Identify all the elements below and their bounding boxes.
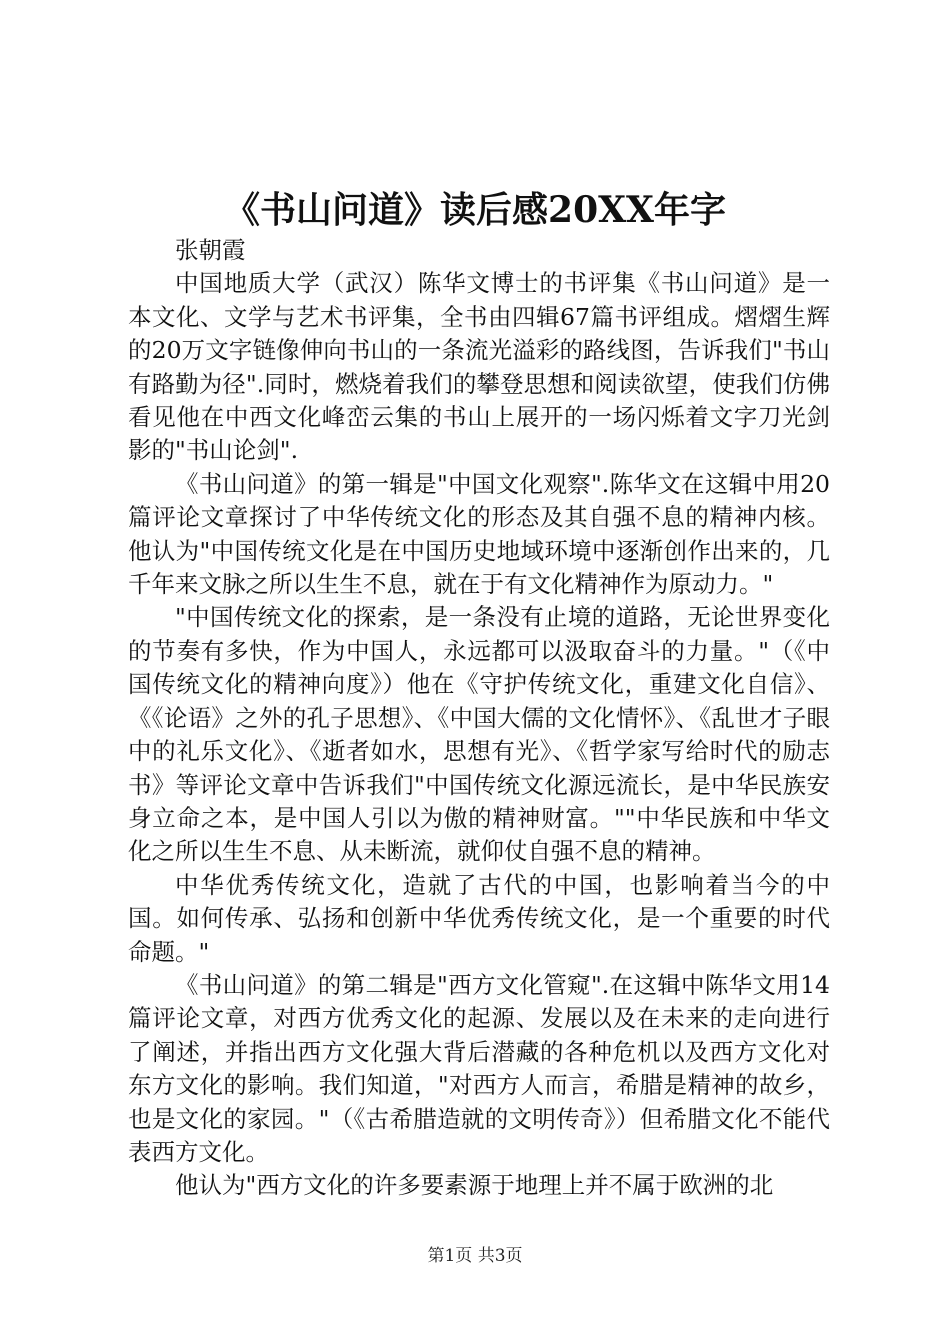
paragraph: 中国地质大学（武汉）陈华文博士的书评集《书山问道》是一本文化、文学与艺术书评集，全书由四辑67篇书评组成。熠熠生辉的20万文字链像伸向书山的一条流光溢彩的路线图，告诉我们"书山有路勤为径".同时，燃烧着我们的攀登思想和阅读欲望，使我们仿佛看见他在中西文化峰峦云集的书山上展开的一场闪烁着文字刀光剑影的"书山论剑". [128, 269, 830, 465]
document-title: 《书山问道》读后感20XX年字 [224, 189, 726, 231]
paragraph: 他认为"西方文化的许多要素源于地理上并不属于欧洲的北 [175, 1171, 774, 1200]
author-name: 张朝霞 [175, 236, 246, 264]
paragraph: 《书山问道》的第一辑是"中国文化观察".陈华文在这辑中用20篇评论文章探讨了中华传统文化的形态及其自强不息的精神内核。他认为"中国传统文化是在中国历史地域环境中逐渐创作出来的，几千年来文脉之所以生生不息，就在于有文化精神作为原动力。" [128, 469, 830, 599]
paragraph: 《书山问道》的第二辑是"西方文化管窥".在这辑中陈华文用14篇评论文章，对西方优秀文化的起源、发展以及在未来的走向进行了阐述，并指出西方文化强大背后潜藏的各种危机以及西方文化对东方文化的影响。我们知道，"对西方人而言，希腊是精神的故乡，也是文化的家园。"（《古希腊造就的文明传奇》）但希腊文化不能代表西方文化。 [128, 970, 830, 1166]
page-footer: 第1页 共3页 [427, 1246, 523, 1266]
paragraph: "中国传统文化的探索，是一条没有止境的道路，无论世界变化的节奏有多快，作为中国人，永远都可以汲取奋斗的力量。"（《中国传统文化的精神向度》）他在《守护传统文化，重建文化自信》、《《论语》之外的孔子思想》、《中国大儒的文化情怀》、《乱世才子眼中的礼乐文化》、《逝者如水，思想有光》、《哲学家写给时代的励志书》等评论文章中告诉我们"中国传统文化源远流长，是中华民族安身立命之本，是中国人引以为傲的精神财富。""中华民族和中华文化之所以生生不息、从未断流，就仰仗自强不息的精神。 [128, 603, 830, 866]
document-body [128, 234, 830, 1203]
paragraph: 中华优秀传统文化，造就了古代的中国，也影响着当今的中国。如何传承、弘扬和创新中华优秀传统文化，是一个重要的时代命题。" [128, 870, 830, 966]
